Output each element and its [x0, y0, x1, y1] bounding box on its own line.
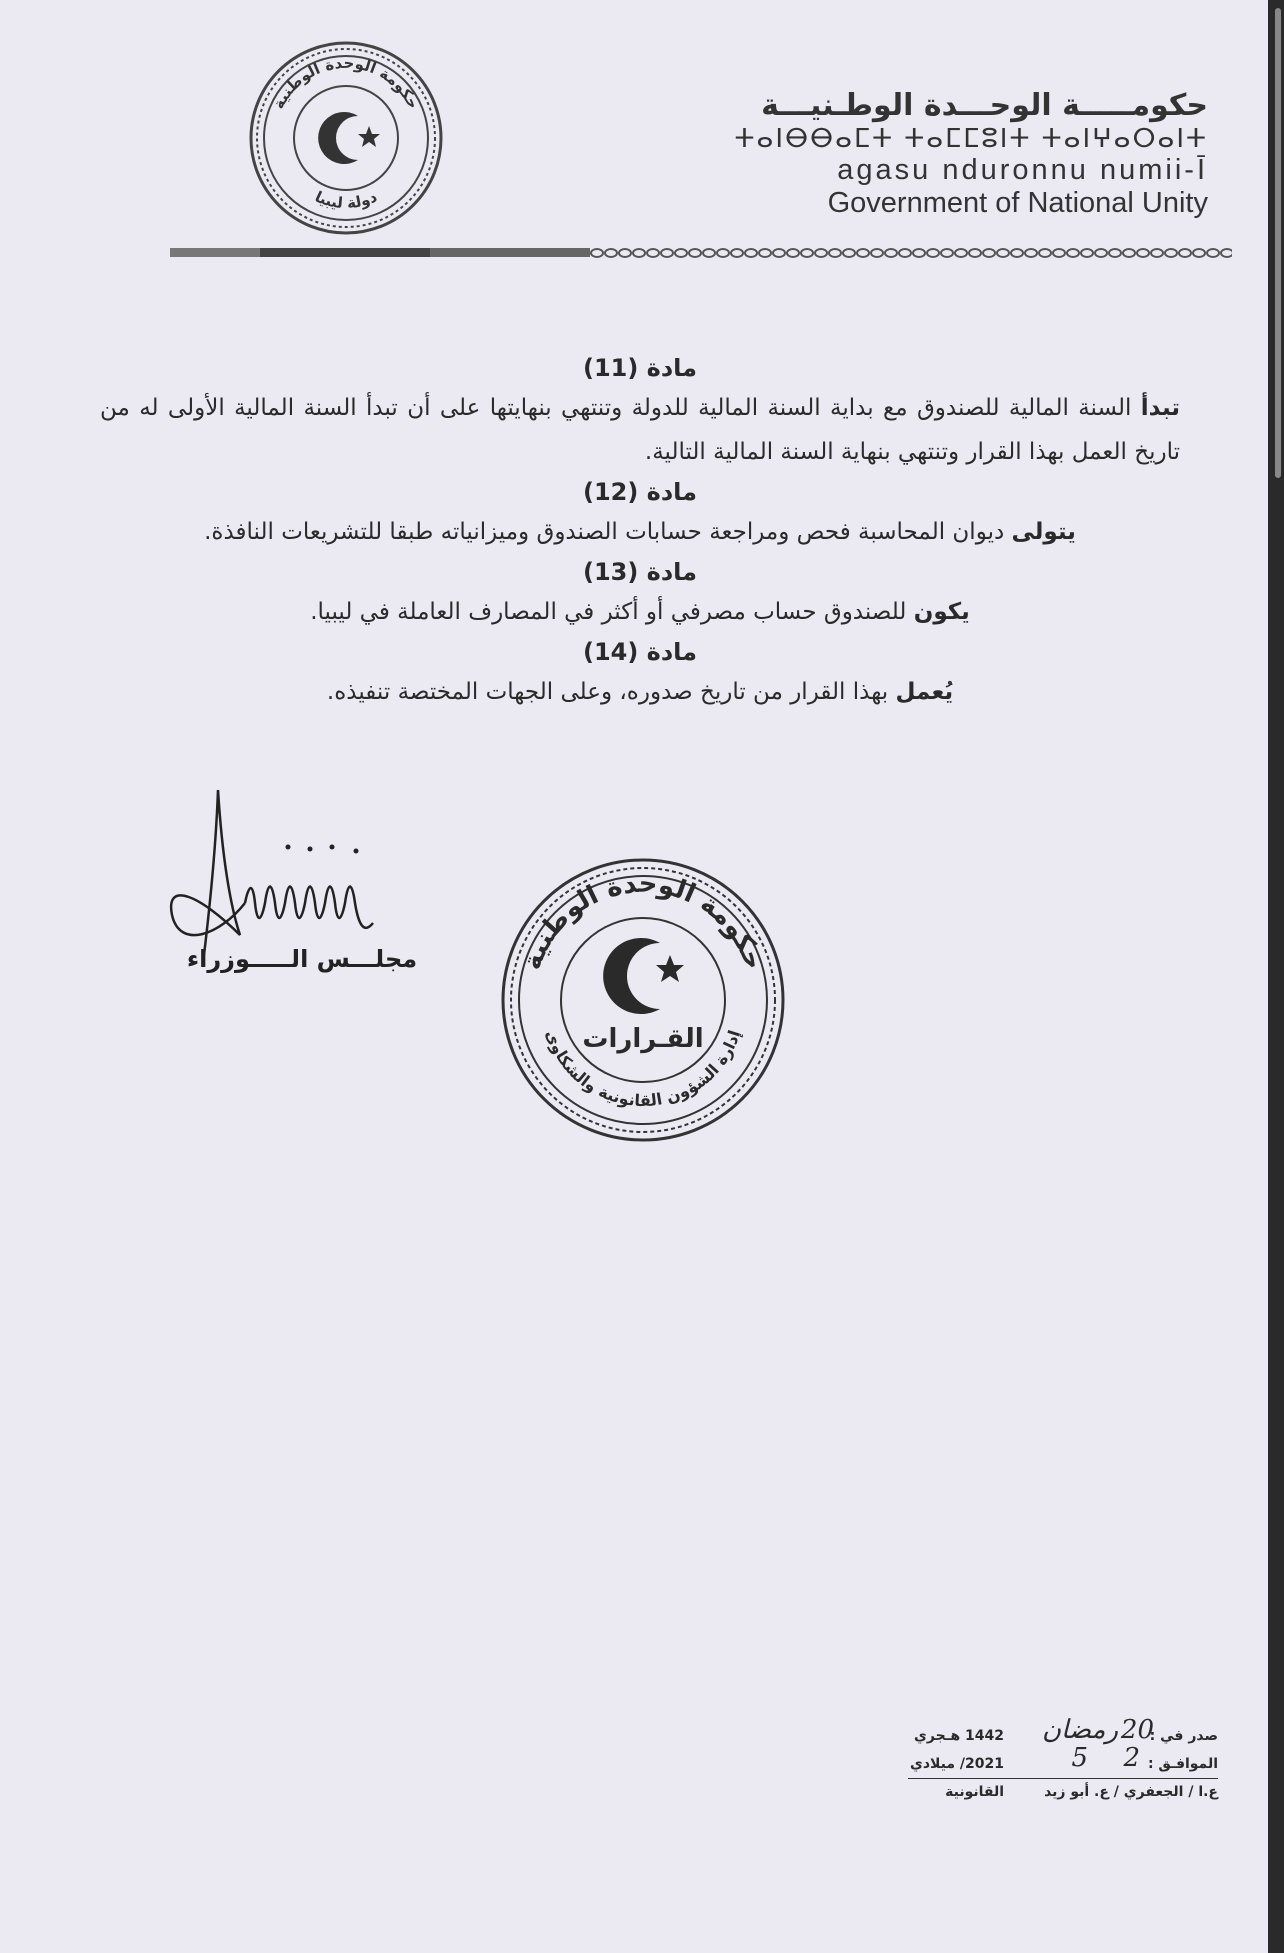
decisions-seal-icon [498, 855, 788, 1145]
article-13 [100, 554, 1180, 634]
letterhead-arabic: حكومـــــة الوحـــدة الوطـنيـــة [761, 88, 1208, 123]
letterhead-amazigh: agasu nduronnu numii-Ī [837, 154, 1208, 186]
letterhead [688, 88, 1208, 220]
svg-text:القـرارات: القـرارات [582, 1024, 704, 1054]
article-title: مادة (11) [582, 354, 698, 382]
article-title: مادة (12) [582, 478, 698, 506]
article-11 [100, 350, 1180, 474]
article-body: يُعمل بهذا القرار من تاريخ صدوره، وعلى الجهات المختصة تنفيذه. [326, 679, 954, 705]
articles [100, 350, 1180, 714]
signature-label: مجلـــس الـــــوزراء [186, 945, 418, 973]
issuance-footer [908, 1715, 1218, 1805]
header-divider [170, 246, 1232, 260]
letterhead-english: Government of National Unity [827, 187, 1208, 219]
reference-row: ع.ا / الجعفري / ع. أبو زيد القانونية [945, 1784, 1218, 1800]
corresponding-row: الموافـق : 2 5 2021/ ميلادي [908, 1750, 1218, 1779]
scrollbar-thumb[interactable] [1275, 8, 1281, 478]
svg-text:دولة ليبيا: دولة ليبيا [312, 187, 380, 213]
article-12 [100, 474, 1180, 554]
svg-text:إدارة الشؤون القانونية والشكاو: إدارة الشؤون القانونية والشكاوى [541, 1027, 745, 1111]
article-14 [100, 634, 1180, 714]
scrollbar[interactable] [1268, 0, 1284, 1953]
government-seal-icon [246, 38, 446, 238]
article-body: يكون للصندوق حساب مصرفي أو أكثر في المصارف العاملة في ليبيا. [310, 599, 970, 625]
svg-text:حكومة الوحدة الوطنية: حكومة الوحدة الوطنية [516, 868, 770, 974]
letterhead-tifinagh: ⵜⴰⵏⴱⴱⴰⵎⵜ ⵜⴰⵎⵎⵓⵏⵜ ⵜⴰⵏⵖⴰⵔⴰⵏⵜ [734, 124, 1208, 154]
issued-row: صدر في : 20 رمضان 1442 هـجري [914, 1715, 1218, 1745]
article-title: مادة (14) [582, 638, 698, 666]
svg-text:حكومة الوحدة الوطنية: حكومة الوحدة الوطنية [269, 53, 423, 112]
article-body: تبدأ السنة المالية للصندوق مع بداية السنة المالية للدولة وتنتهي بنهايتها على أن تبدأ السنة المالية الأولى له من تاريخ العمل بهذا القرار وتنتهي بنهاية السنة المالية التالية. [100, 395, 1180, 465]
article-title: مادة (13) [582, 558, 698, 586]
article-body: يتولى ديوان المحاسبة فحص ومراجعة حسابات الصندوق وميزانياته طبقا للتشريعات النافذة. [204, 519, 1076, 545]
